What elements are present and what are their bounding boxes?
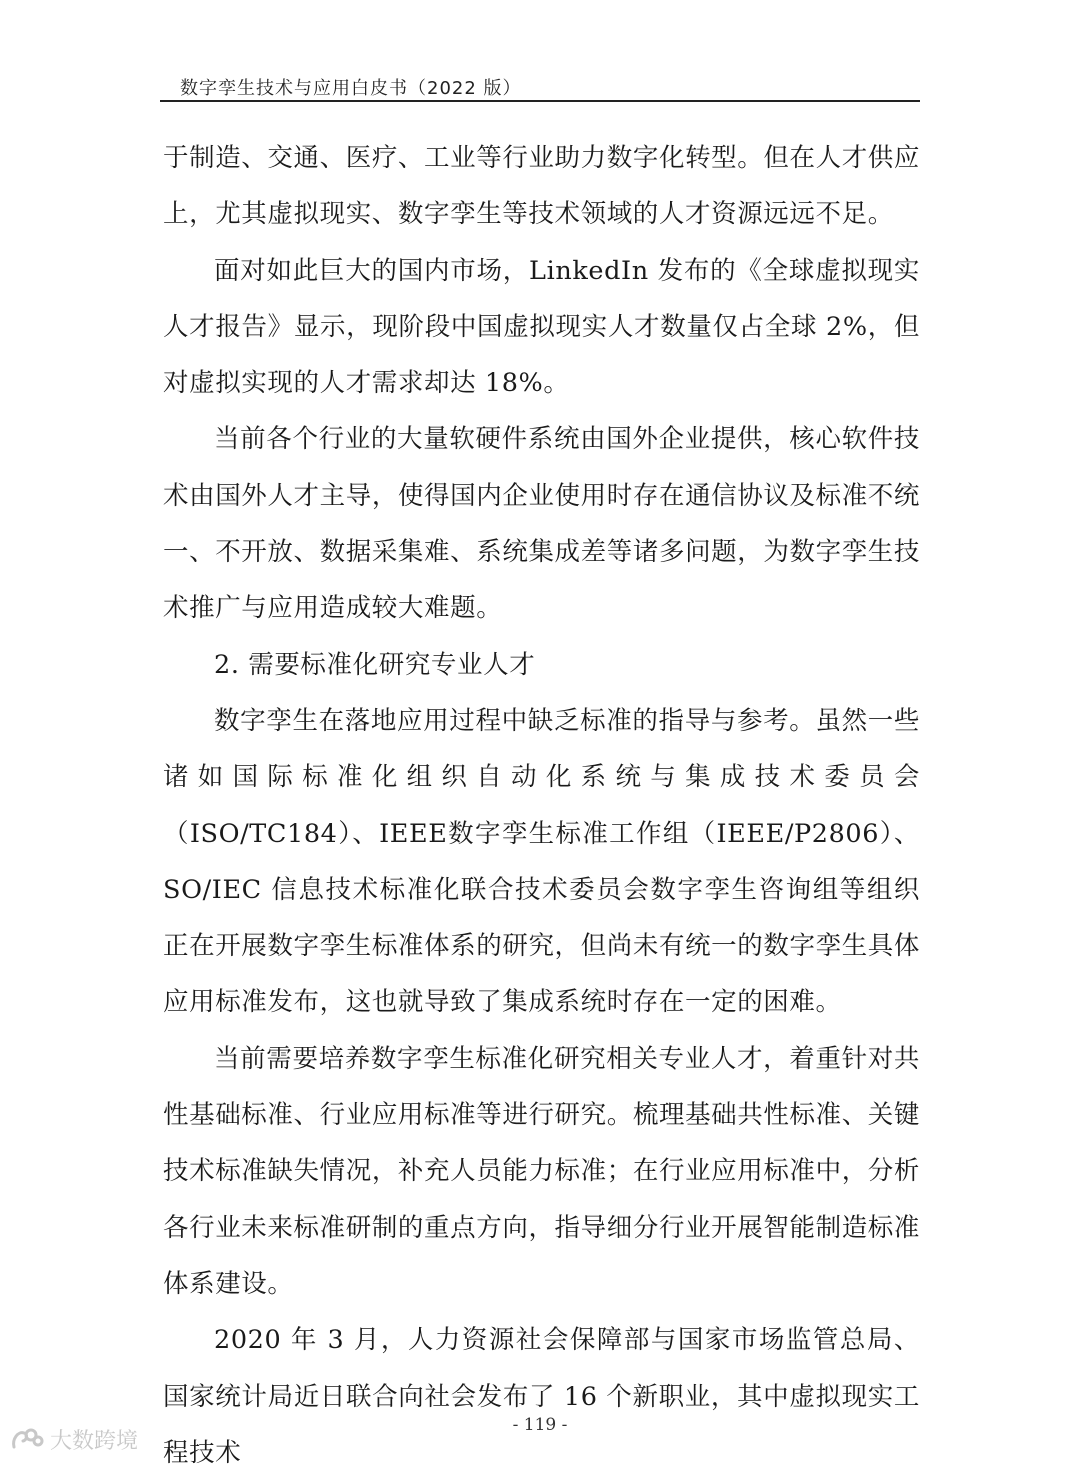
watermark (10, 1424, 138, 1455)
paragraph-continued: 于制造、交通、医疗、工业等行业助力数字化转型。但在人才供应上，尤其虚拟现实、数字孪生等技术领域的人才资源远远不足。 (163, 143, 920, 230)
document-body (163, 130, 920, 1481)
header-divider (160, 100, 920, 102)
watermark-text: 大数跨境 (50, 1429, 139, 1454)
paragraph-new-occupations: 2020 年 3 月，人力资源社会保障部与国家市场监管总局、国家统计局近日联合向社会发布了 16 个新职业，其中虚拟现实工程技术 (163, 1325, 920, 1468)
paragraph-linkedin-report: 面对如此巨大的国内市场，LinkedIn 发布的《全球虚拟现实人才报告》显示，现阶段中国虚拟现实人才数量仅占全球 2%，但对虚拟实现的人才需求却达 18%。 (163, 255, 920, 399)
running-header-title: 数字孪生技术与应用白皮书（2022 版） (180, 78, 522, 99)
watermark-logo-icon (10, 1425, 44, 1455)
paragraph-talent-training: 当前需要培养数字孪生标准化研究相关专业人才，着重针对共性基础标准、行业应用标准等进行研究。梳理基础共性标准、关键技术标准缺失情况，补充人员能力标准；在行业应用标准中，分析各行业未来标准研制的重点方向，指导细分行业开展智能制造标准体系建设。 (163, 1043, 920, 1299)
paragraph-foreign-software: 当前各个行业的大量软硬件系统由国外企业提供，核心软件技术由国外人才主导，使得国内企业使用时存在通信协议及标准不统一、不开放、数据采集难、系统集成差等诸多问题，为数字孪生技术推广与应用造成较大难题。 (163, 424, 920, 624)
paragraph-standards: 数字孪生在落地应用过程中缺乏标准的指导与参考。虽然一些诸如国际标准化组织自动化系统与集成技术委员会（ISO/TC184）、IEEE数字孪生标准工作组（IEEE/P2806）、SO/IEC 信息技术标准化联合技术委员会数字孪生咨询组等组织正在开展数字孪生标准体系的研究，但尚未有统一的数字孪生具体应用标准发布，这也就导致了集成系统时存在一定的困难。 (163, 705, 920, 1018)
page-number: - 119 - (512, 1415, 568, 1435)
section-heading: 2. 需要标准化研究专业人才 (214, 649, 536, 680)
